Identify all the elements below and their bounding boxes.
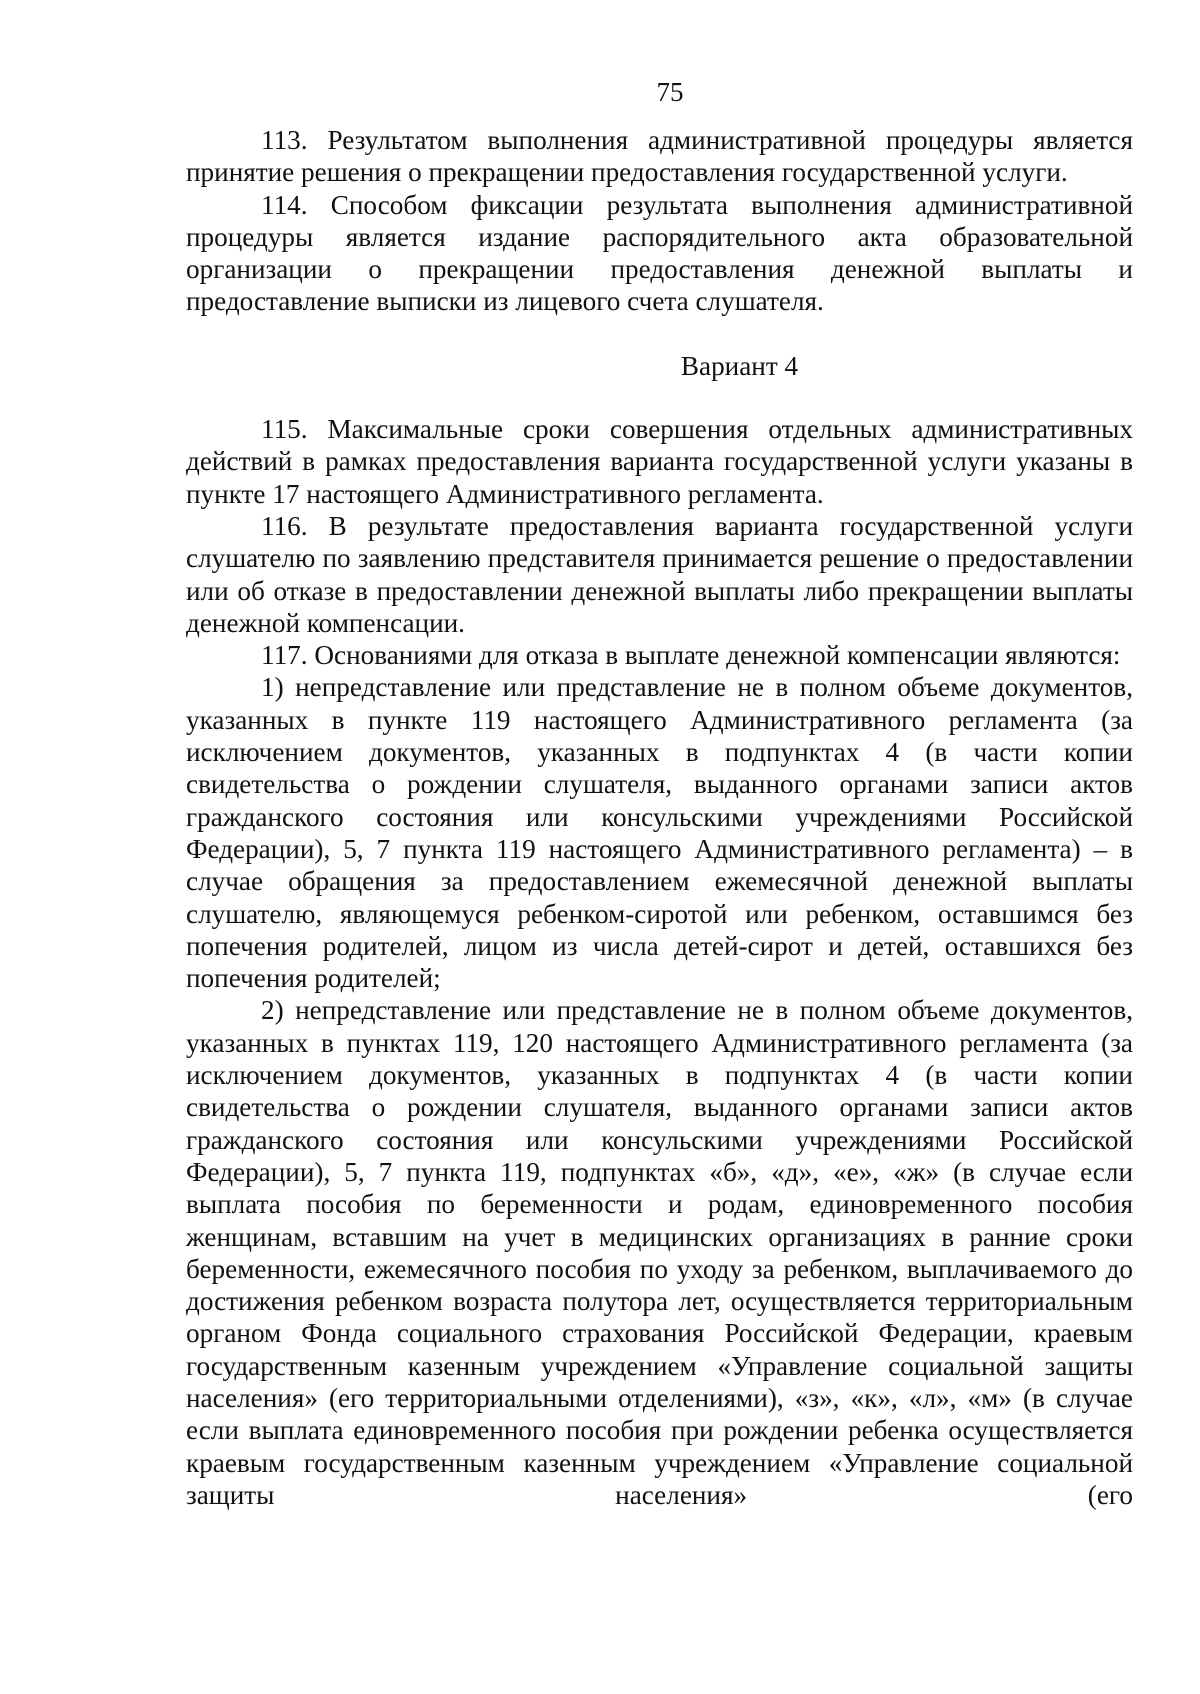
paragraph-117-item-1: 1) непредставление или представление не в полном объеме документов, указанных в пункте 119 настоящего Административного регламента (за исключением документов, указанных в подпунктах 4 (в части копии свидетельства о рождении слушателя, выданного органами записи актов гражданского состояния или консульскими учреждениями Российской Федерации), 5, 7 пункта 119 настоящего Административного регламента) – в случае обращения за предоставлением ежемесячной денежной выплаты слушателю, являющемуся ребенком-сиротой или ребенком, оставшимся без попечения родителей, лицом из числа детей-сирот и детей, оставшихся без попечения родителей; — [186, 672, 1133, 994]
variant-heading: Вариант 4 — [680, 350, 799, 381]
page-number: 75 — [656, 77, 684, 107]
document-body — [186, 124, 1133, 1511]
paragraph-114: 114. Способом фиксации результата выполнения административной процедуры является издание распорядительного акта образовательной организации о прекращении предоставления денежной выплаты и предоставление выписки из лицевого счета слушателя. — [186, 189, 1133, 317]
paragraph-116: 116. В результате предоставления варианта государственной услуги слушателю по заявлению представителя принимается решение о предоставлении или об отказе в предоставлении денежной выплаты либо прекращении выплаты денежной компенсации. — [186, 510, 1133, 638]
paragraph-117-item-2: 2) непредставление или представление не в полном объеме документов, указанных в пунктах 119, 120 настоящего Административного регламента (за исключением документов, указанных в подпунктах 4 (в части копии свидетельства о рождении слушателя, выданного органами записи актов гражданского состояния или консульскими учреждениями Российской Федерации), 5, 7 пункта 119, подпунктах «б», «д», «е», «ж» (в случае если выплата пособия по беременности и родам, единовременного пособия женщинам, вставшим на учет в медицинских организациях в ранние сроки беременности, ежемесячного пособия по уходу за ребенком, выплачиваемого до достижения ребенком возраста полутора лет, осуществляется территориальным органом Фонда социального страхования Российской Федерации, краевым государственным казенным учреждением «Управление социальной защиты населения» (его территориальными отделениями), «з», «к», «л», «м» (в случае если выплата единовременного пособия при рождении ребенка осуществляется краевым государственным казенным учреждением «Управление социальной защиты населения» (его — [186, 995, 1133, 1510]
paragraph-113: 113. Результатом выполнения административной процедуры является принятие решения о прекращении предоставления государственной услуги. — [186, 125, 1133, 188]
paragraph-115: 115. Максимальные сроки совершения отдельных административных действий в рамках предоставления варианта государственной услуги указаны в пункте 17 настоящего Административного регламента. — [186, 414, 1133, 509]
paragraph-117: 117. Основаниями для отказа в выплате денежной компенсации являются: — [261, 640, 1121, 671]
